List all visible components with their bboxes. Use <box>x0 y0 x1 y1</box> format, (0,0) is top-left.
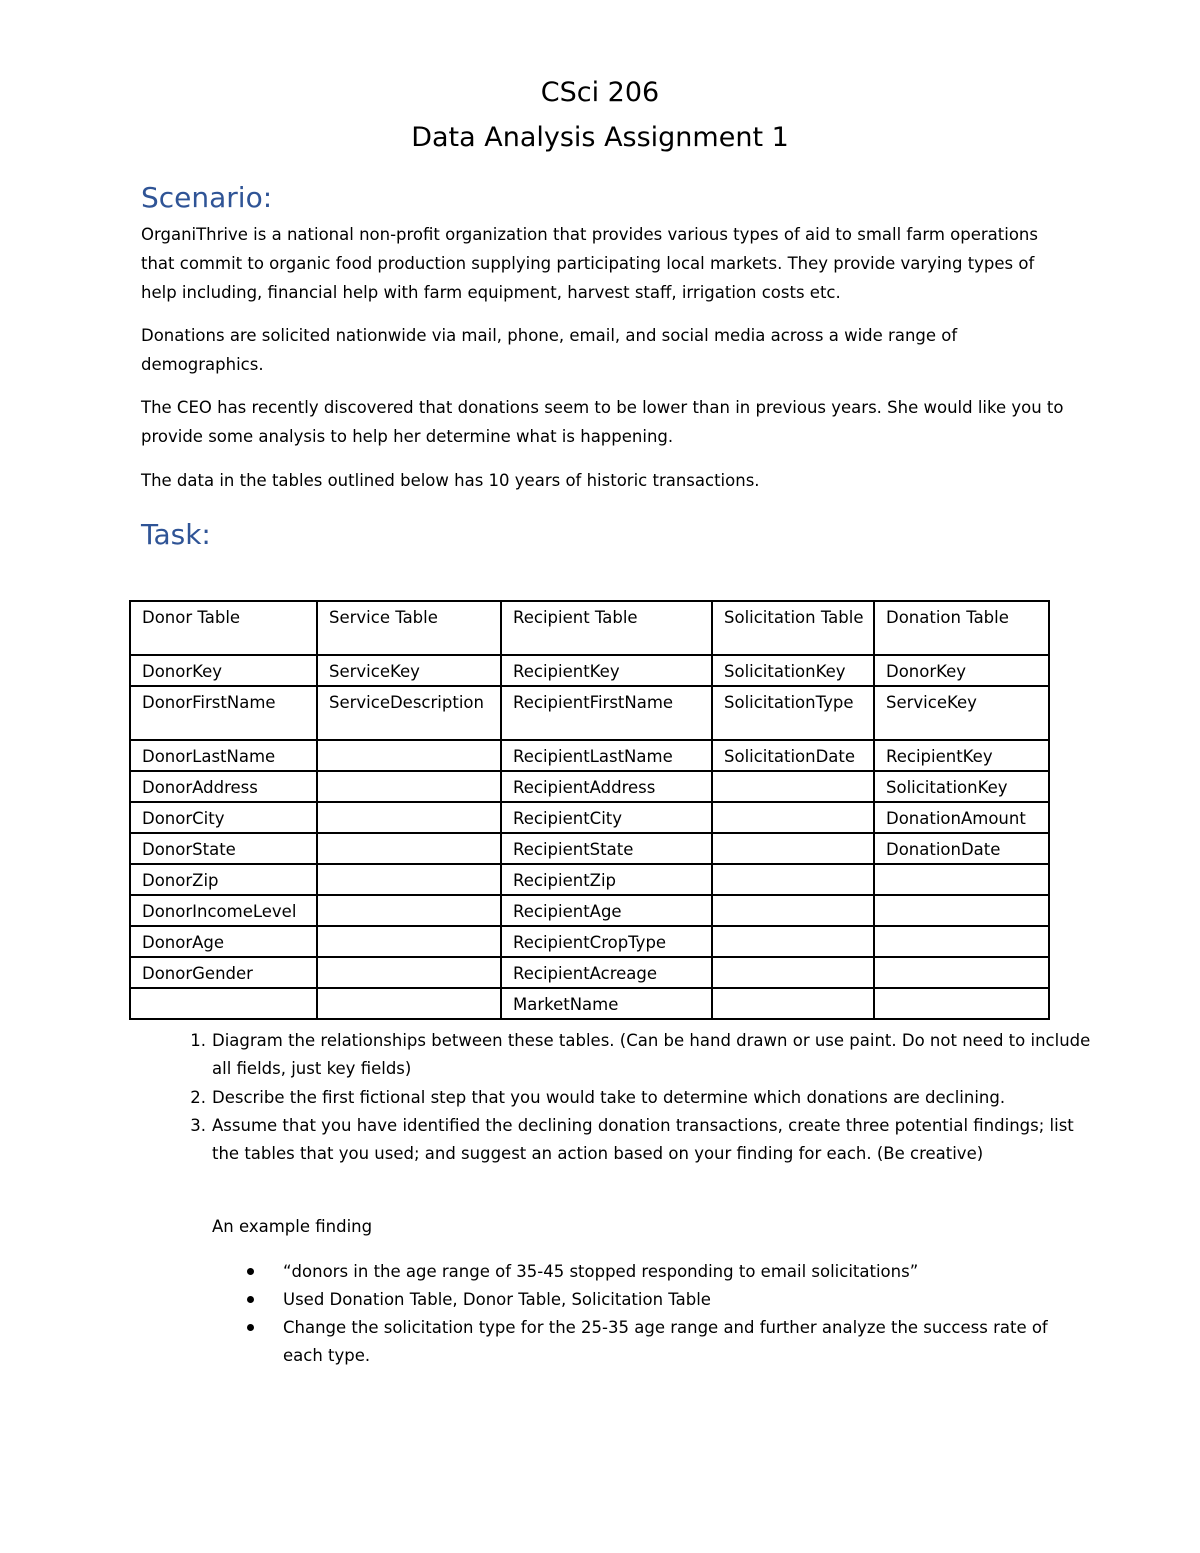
table-row <box>130 655 1049 686</box>
table-cell: DonorGender <box>130 957 317 988</box>
step-text: Diagram the relationships between these tables. (Can be hand drawn or use paint. Do not need to include all fields, just key fields) <box>212 1031 1091 1078</box>
table-cell: RecipientKey <box>501 655 712 686</box>
table-cell: RecipientAcreage <box>501 957 712 988</box>
table-cell <box>874 926 1049 957</box>
table-cell <box>712 833 874 864</box>
step-number: 2. <box>190 1088 206 1107</box>
table-cell <box>130 988 317 1019</box>
table-row <box>130 802 1049 833</box>
table-row <box>130 957 1049 988</box>
table-cell: DonorAge <box>130 926 317 957</box>
table-cell <box>874 957 1049 988</box>
table-cell <box>317 926 501 957</box>
table-cell: ServiceDescription <box>317 686 501 740</box>
table-row <box>130 740 1049 771</box>
table-cell <box>317 895 501 926</box>
table-cell: RecipientAge <box>501 895 712 926</box>
table-cell <box>317 864 501 895</box>
scenario-paragraph-2: Donations are solicited nationwide via mail, phone, email, and social media across a wide range of demographics. <box>141 326 958 374</box>
table-cell: RecipientState <box>501 833 712 864</box>
table-header-row <box>130 601 1049 655</box>
assignment-title: Data Analysis Assignment 1 <box>411 122 789 153</box>
table-cell: RecipientKey <box>874 740 1049 771</box>
scenario-paragraph-4: The data in the tables outlined below has 10 years of historic transactions. <box>141 471 760 490</box>
table-cell: RecipientAddress <box>501 771 712 802</box>
table-cell <box>712 895 874 926</box>
table-cell <box>874 988 1049 1019</box>
table-row <box>130 833 1049 864</box>
example-intro: An example finding <box>212 1217 373 1236</box>
table-cell <box>317 740 501 771</box>
list-item <box>190 1084 1102 1112</box>
scenario-paragraph-3: The CEO has recently discovered that donations seem to be lower than in previous years. She would like you to provide some analysis to help her determine what is happening. <box>141 398 1064 446</box>
table-cell <box>712 864 874 895</box>
list-item <box>190 1112 1102 1168</box>
course-title: CSci 206 <box>540 77 660 108</box>
step-text: Assume that you have identified the declining donation transactions, create three potential findings; list the tables that you used; and suggest an action based on your finding for each. (Be creative) <box>212 1116 1074 1163</box>
table-cell: DonorKey <box>130 655 317 686</box>
table-cell: SolicitationKey <box>874 771 1049 802</box>
table-row <box>130 895 1049 926</box>
table-cell <box>712 926 874 957</box>
header-cell-service-table: Service Table <box>317 601 501 655</box>
step-number: 3. <box>190 1116 206 1135</box>
table-cell: DonorFirstName <box>130 686 317 740</box>
table-cell: RecipientCropType <box>501 926 712 957</box>
bullet-icon <box>247 1268 254 1275</box>
table-row <box>130 686 1049 740</box>
table-cell <box>317 771 501 802</box>
list-item <box>283 1314 1063 1370</box>
table-row <box>130 926 1049 957</box>
table-cell <box>317 957 501 988</box>
bullet-icon <box>247 1296 254 1303</box>
table-row <box>130 988 1049 1019</box>
bullet-text: “donors in the age range of 35-45 stopped responding to email solicitations” <box>283 1262 919 1281</box>
header-cell-donation-table: Donation Table <box>874 601 1049 655</box>
table-cell: DonorKey <box>874 655 1049 686</box>
table-cell: DonorLastName <box>130 740 317 771</box>
scenario-paragraph-1: OrganiThrive is a national non-profit organization that provides various types of aid to small farm operations that commit to organic food production supplying participating local markets. They provide varying types of help including, financial help with farm equipment, harvest staff, irrigation costs etc. <box>141 225 1038 302</box>
table-cell: RecipientCity <box>501 802 712 833</box>
table-cell: MarketName <box>501 988 712 1019</box>
table-cell: DonorCity <box>130 802 317 833</box>
table-cell <box>712 771 874 802</box>
table-cell: SolicitationKey <box>712 655 874 686</box>
scenario-heading: Scenario: <box>141 181 273 214</box>
table-cell: DonationDate <box>874 833 1049 864</box>
step-text: Describe the first fictional step that you would take to determine which donations are declining. <box>212 1088 1006 1107</box>
header-cell-recipient-table: Recipient Table <box>501 601 712 655</box>
table-cell: DonorIncomeLevel <box>130 895 317 926</box>
bullet-icon <box>247 1324 254 1331</box>
table-cell: SolicitationType <box>712 686 874 740</box>
table-cell <box>874 864 1049 895</box>
table-cell <box>712 802 874 833</box>
list-item <box>190 1027 1102 1083</box>
list-item <box>283 1286 1063 1314</box>
table-cell: ServiceKey <box>317 655 501 686</box>
table-cell: DonorState <box>130 833 317 864</box>
task-heading: Task: <box>141 518 211 551</box>
table-row <box>130 864 1049 895</box>
table-cell: RecipientFirstName <box>501 686 712 740</box>
tables-fields-grid <box>129 600 1050 1020</box>
table-row <box>130 771 1049 802</box>
table-cell <box>874 895 1049 926</box>
bullet-text: Change the solicitation type for the 25-35 age range and further analyze the success rate of each type. <box>283 1318 1048 1365</box>
table-cell <box>317 833 501 864</box>
step-number: 1. <box>190 1031 206 1050</box>
table-cell <box>712 957 874 988</box>
table-cell <box>317 802 501 833</box>
table-cell: DonorAddress <box>130 771 317 802</box>
table-cell <box>317 988 501 1019</box>
table-cell: ServiceKey <box>874 686 1049 740</box>
list-item <box>283 1258 1063 1286</box>
table-cell: RecipientZip <box>501 864 712 895</box>
header-cell-solicitation-table: Solicitation Table <box>712 601 874 655</box>
bullet-text: Used Donation Table, Donor Table, Solicitation Table <box>283 1290 711 1309</box>
table-cell <box>712 988 874 1019</box>
table-cell: DonorZip <box>130 864 317 895</box>
header-cell-donor-table: Donor Table <box>130 601 317 655</box>
table-cell: SolicitationDate <box>712 740 874 771</box>
table-cell: DonationAmount <box>874 802 1049 833</box>
table-cell: RecipientLastName <box>501 740 712 771</box>
